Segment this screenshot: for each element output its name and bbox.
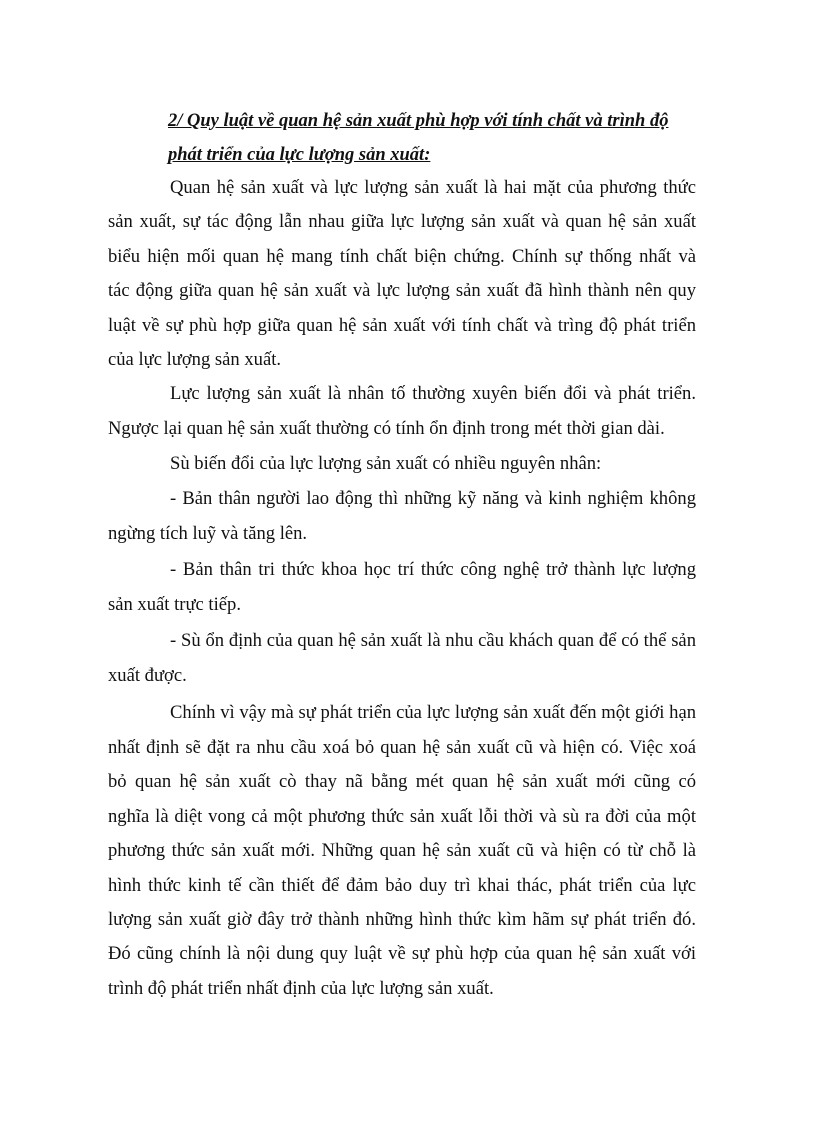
- paragraph-7-line-5: phương thức sản xuất mới. Những quan hệ sản xuất cũ và hiện có từ chỗ là: [108, 840, 696, 861]
- paragraph-1-line-3: biểu hiện mối quan hệ mang tính chất biện chứng. Chính sự thống nhất và: [108, 246, 696, 267]
- paragraph-7-line-8: Đó cũng chính là nội dung quy luật về sự phù hợp của quan hệ sản xuất với: [108, 943, 696, 964]
- paragraph-1-line-1: Quan hệ sản xuất và lực lượng sản xuất là hai mặt của phương thức: [170, 177, 696, 198]
- paragraph-1-line-4: tác động giữa quan hệ sản xuất và lực lượng sản xuất đã hình thành nên quy: [108, 280, 696, 301]
- bullet-1-line-1: - Bản thân người lao động thì những kỹ năng và kinh nghiệm không: [170, 488, 696, 509]
- paragraph-7-line-6: hình thức kinh tế cần thiết để đảm bảo duy trì khai thác, phát triển của lực: [108, 875, 696, 896]
- paragraph-7-line-4: nghĩa là diệt vong cả một phương thức sản xuất lỗi thời và sù ra đời của một: [108, 806, 696, 827]
- paragraph-7-line-9: trình độ phát triển nhất định của lực lượng sản xuất.: [108, 978, 494, 999]
- paragraph-7-line-1: Chính vì vậy mà sự phát triển của lực lượng sản xuất đến một giới hạn: [170, 702, 696, 723]
- paragraph-2-line-2: Ngược lại quan hệ sản xuất thường có tính ổn định trong mét thời gian dài.: [108, 418, 665, 439]
- bullet-1-line-2: ngừng tích luỹ và tăng lên.: [108, 523, 308, 544]
- section-heading-line-2: phát triển của lực lượng sản xuất:: [168, 145, 431, 165]
- bullet-2-line-1: - Bản thân tri thức khoa học trí thức công nghệ trở thành lực lượng: [170, 559, 696, 580]
- bullet-3-line-1: - Sù ổn định của quan hệ sản xuất là nhu cầu khách quan để có thể sản: [170, 630, 696, 651]
- paragraph-7-line-7: lượng sản xuất giờ đây trở thành những hình thức kìm hãm sự phát triển đó.: [108, 909, 696, 930]
- paragraph-1-line-2: sản xuất, sự tác động lẫn nhau giữa lực lượng sản xuất và quan hệ sản xuất: [108, 211, 696, 232]
- paragraph-1-line-5: luật về sự phù hợp giữa quan hệ sản xuất với tính chất và trìng độ phát triển: [108, 315, 696, 336]
- section-heading-line-1: 2/ Quy luật về quan hệ sản xuất phù hợp với tính chất và trình độ: [168, 111, 669, 131]
- paragraph-7-line-3: bỏ quan hệ sản xuất cò thay nã bằng mét quan hệ sản xuất mới cũng có: [108, 771, 696, 792]
- paragraph-2-line-1: Lực lượng sản xuất là nhân tố thường xuyên biến đổi và phát triển.: [170, 383, 696, 404]
- paragraph-3-line-1: Sù biến đổi của lực lượng sản xuất có nhiều nguyên nhân:: [170, 453, 602, 474]
- paragraph-7-line-2: nhất định sẽ đặt ra nhu cầu xoá bỏ quan hệ sản xuất cũ và hiện có. Việc xoá: [108, 737, 696, 758]
- bullet-2-line-2: sản xuất trực tiếp.: [108, 594, 241, 615]
- bullet-3-line-2: xuất được.: [108, 665, 187, 686]
- paragraph-1-line-6: của lực lượng sản xuất.: [108, 349, 282, 370]
